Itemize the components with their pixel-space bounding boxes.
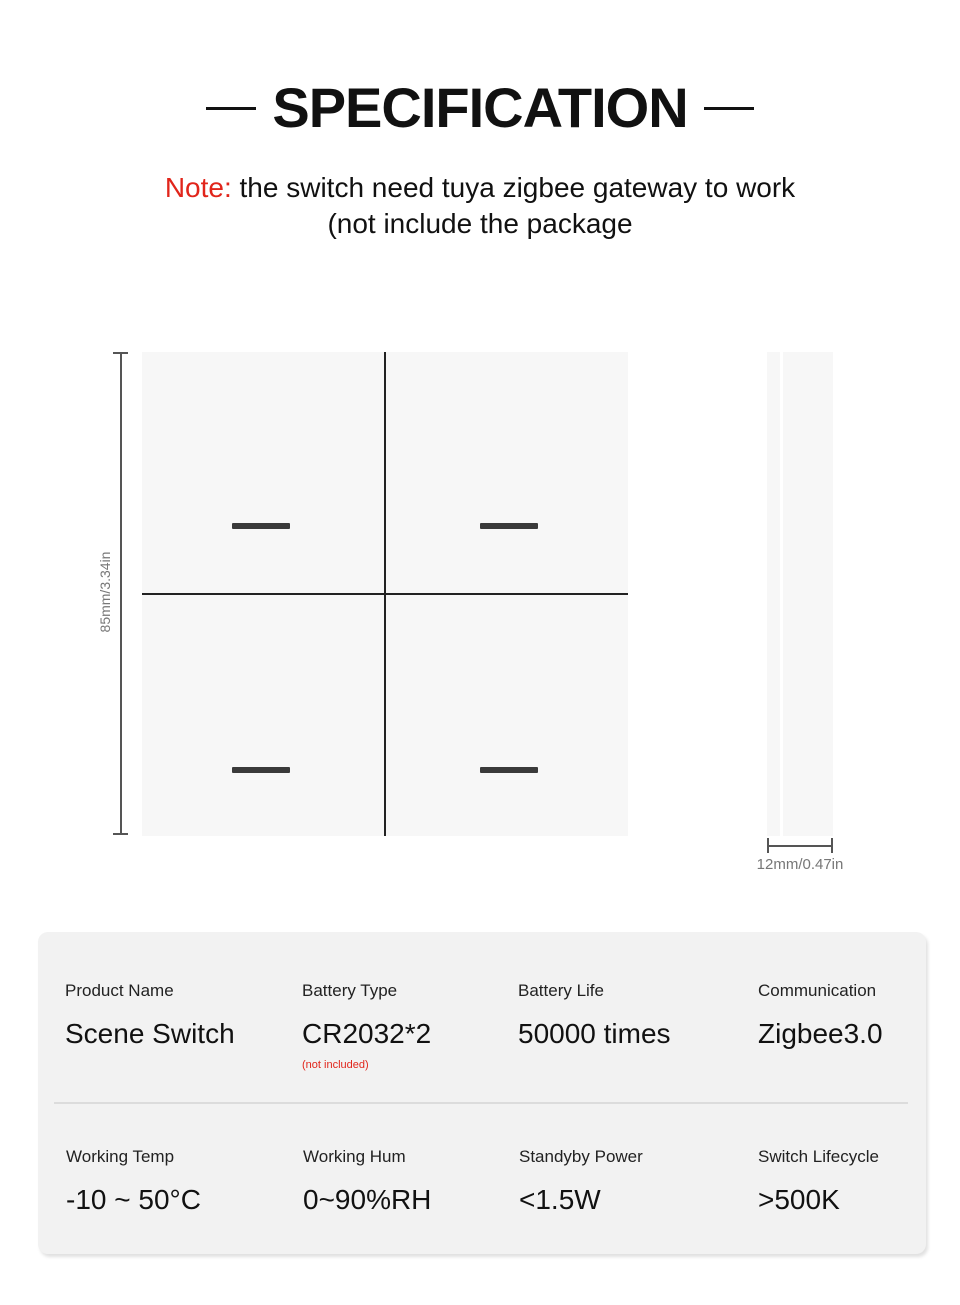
depth-dimension-line	[767, 845, 833, 847]
title-dash-right	[704, 107, 754, 110]
button-indicator-bottom-right	[480, 767, 538, 773]
spec-label: Switch Lifecycle	[758, 1147, 879, 1166]
spec-value: 0~90%RH	[303, 1184, 432, 1215]
spec-value: -10 ~ 50°C	[66, 1184, 201, 1215]
page-title: SPECIFICATION	[272, 76, 688, 139]
spec-communication	[758, 981, 883, 1051]
spec-product-name	[65, 981, 235, 1051]
spec-note: (not included)	[302, 1059, 369, 1071]
depth-dimension-cap-right	[831, 838, 833, 853]
spec-battery-life	[518, 981, 671, 1051]
button-indicator-top-right	[480, 523, 538, 529]
spec-label: Battery Type	[302, 981, 398, 1000]
height-dimension-line	[120, 352, 122, 834]
switch-side-view	[767, 352, 833, 836]
button-indicator-bottom-left	[232, 767, 290, 773]
spec-value: Zigbee3.0	[758, 1018, 883, 1049]
spec-working-temp	[66, 1147, 201, 1217]
note-line-2: (not include the package	[327, 208, 633, 239]
spec-label: Communication	[758, 981, 877, 1000]
switch-horizontal-split	[142, 593, 628, 595]
spec-label: Battery Life	[518, 981, 604, 1000]
spec-value: CR2032*2	[302, 1018, 432, 1049]
note-label: Note:	[164, 172, 232, 203]
spec-value: >500K	[758, 1184, 840, 1215]
spec-value: Scene Switch	[65, 1018, 235, 1049]
spec-label: Working Temp	[66, 1147, 175, 1166]
spec-divider	[54, 1102, 908, 1104]
spec-label: Standyby Power	[519, 1147, 643, 1166]
title-row	[0, 78, 960, 138]
note-text: the switch need tuya zigbee gateway to work	[231, 172, 796, 203]
note-line-1	[0, 170, 960, 206]
height-dimension-label: 85mm/3.34in	[97, 551, 113, 633]
height-dimension-cap-bottom	[113, 833, 128, 835]
spec-standby-power	[519, 1147, 643, 1217]
title-dash-left	[206, 107, 256, 110]
spec-working-hum	[303, 1147, 431, 1217]
depth-dimension-label: 12mm/0.47in	[756, 856, 844, 873]
spec-value: 50000 times	[518, 1018, 671, 1049]
spec-battery-type	[302, 981, 431, 1071]
side-view-edge	[780, 352, 783, 836]
spec-label: Product Name	[65, 981, 174, 1000]
spec-value: <1.5W	[519, 1184, 601, 1215]
button-indicator-top-left	[232, 523, 290, 529]
spec-switch-lifecycle	[758, 1147, 879, 1217]
spec-label: Working Hum	[303, 1147, 406, 1166]
spec-card	[38, 932, 926, 1254]
gateway-note	[0, 170, 960, 242]
switch-front-view	[142, 352, 628, 836]
